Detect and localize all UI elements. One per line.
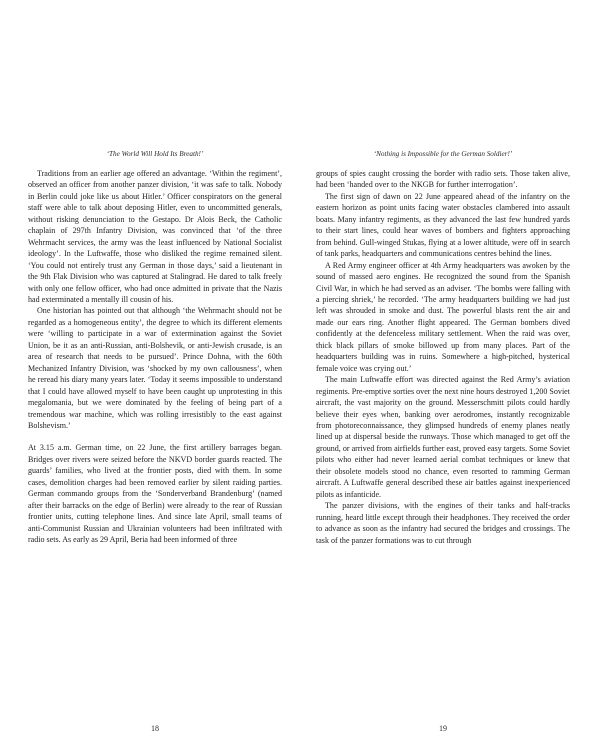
right-running-head: ‘Nothing is Impossible for the German Soldier!’	[373, 150, 513, 158]
right-page-body	[316, 168, 570, 546]
paragraph: The panzer divisions, with the engines of their tanks and half-tracks running, heard little except through their headphones. They received the order to advance as soon as the infantry had secured the bridges and crossings. The task of the panzer formations was to cut through	[316, 501, 570, 545]
paragraph: At 3.15 a.m. German time, on 22 June, the first artillery barrages began. Bridges over rivers were seized before the NKVD border guards reacted. The guards’ families, who lived at the frontier posts, died with them. In some cases, demolition charges had been removed earlier by silent raiding parties. German commando groups from the ‘Sonderverband Brandenburg’ (named after their barracks on the edge of Berlin) were already to the rear of Russian frontier units, cutting telephone lines. And since late April, small teams of anti-Communist Russian and Ukrainian volunteers had been infiltrated with radio sets. As early as 29 April, Beria had been informed of three	[28, 443, 282, 545]
paragraph: Traditions from an earlier age offered an advantage. ‘Within the regiment’, observed an officer from another panzer division, ‘it was safe to talk. Nobody in Berlin could joke like us about Hitler.’ Officer conspirators on the general staff were able to talk about deposing Hitler, even to uncommitted generals, without risking denunciation to the Gestapo. Dr Alois Beck, the Catholic chaplain of 297th Infantry Division, was convinced that ‘of the three Wehrmacht services, the army was the least influenced by National Socialist ideology’. In the Luftwaffe, those who disliked the regime remained silent. ‘You could not entirely trust any German in those days,’ said a lieutenant in the 9th Flak Division who was captured at Stalingrad. He dared to talk freely with only one fellow officer, who had once admitted in private that the Nazis had exterminated a mentally ill cousin of his.	[28, 169, 282, 304]
paragraph: The main Luftwaffe effort was directed against the Red Army’s aviation regiments. Pre-emptive sorties over the next nine hours destroyed 1,200 Soviet aircraft, the vast majority on the ground. Messerschmitt pilots could hardly believe their eyes when, banking over aerodromes, instantly recognizable from photoreconnaissance, they glimpsed hundreds of enemy planes neatly lined up at dispersal beside the runways. Those which managed to get off the ground, or arrived from airfields further east, proved easy targets. Some Soviet pilots who either had never learned aerial combat techniques or knew that their obsolete models stood no chance, even resorted to ramming German aircraft. A Luftwaffe general described these air battles against inexperienced pilots as infanticide.	[316, 375, 570, 499]
paragraph: groups of spies caught crossing the border with radio sets. Those taken alive, had been ‘handed over to the NKGB for further interrogation’.	[316, 169, 570, 190]
right-page	[316, 150, 570, 733]
right-page-number: 19	[439, 724, 447, 733]
left-page	[28, 150, 282, 733]
left-running-head: ‘The World Will Hold Its Breath!’	[106, 150, 204, 158]
paragraph: One historian has pointed out that although ‘the Wehrmacht should not be regarded as a homogeneous entity’, the degree to which its different elements were ‘willing to participate in a war of extermination against the Soviet Union, be it as an anti-Russian, anti-Bolshevik, or anti-Jewish crusade, is an area of research that needs to be pursued’. Prince Dohna, with the 60th Mechanized Infantry Division, was ‘shocked by my own callousness’, when he reread his diary many years later. ‘Today it seems impossible to understand that I could have allowed myself to have been caught up unprotesting in this megalomania, but we were dominated by the feeling of being part of a tremendous war machine, which was rolling irresistibly to the east against Bolshevism.’	[28, 306, 282, 430]
left-page-body	[28, 168, 282, 546]
paragraph: A Red Army engineer officer at 4th Army headquarters was awoken by the sound of massed aero engines. He recognized the sound from the Spanish Civil War, in which he had served as an adviser. ‘The bombs were falling with a piercing shriek,’ he recorded. ‘The army headquarters building we had just left was shrouded in smoke and dust. The powerful blasts rent the air and made our ears ring. Another flight appeared. The German bombers dived confidently at the defenceless military settlement. When the raid was over, thick black pillars of smoke billowed up from many places. Part of the headquarters building was in ruins. Somewhere a high-pitched, hysterical female voice was crying out.’	[316, 260, 570, 373]
paragraph: The first sign of dawn on 22 June appeared ahead of the infantry on the eastern horizon as point units facing water obstacles clambered into assault boats. Many infantry regiments, as they advanced the last few hundred yards to their start lines, could hear waves of bombers and fighters approaching from behind. Gull-winged Stukas, flying at a lower altitude, were off in search of tank parks, headquarters and communications centres behind the lines.	[316, 191, 570, 259]
left-page-number: 18	[151, 724, 159, 733]
